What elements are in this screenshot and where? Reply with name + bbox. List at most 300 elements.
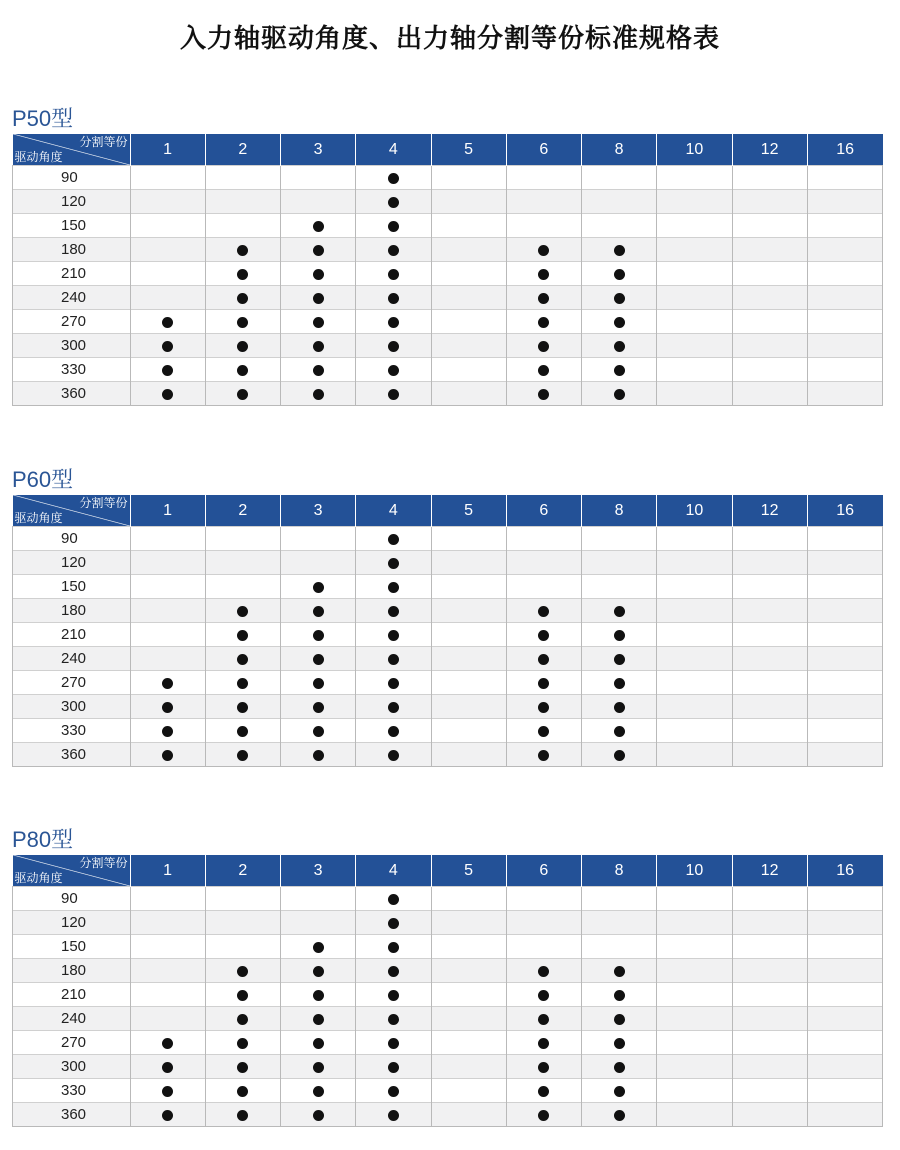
division-cell xyxy=(281,1031,356,1055)
division-cell xyxy=(732,1055,807,1079)
division-cell xyxy=(431,1031,506,1055)
available-dot-icon xyxy=(237,245,248,256)
available-dot-icon xyxy=(388,1086,399,1097)
division-cell xyxy=(130,310,205,334)
drive-angle-cell: 240 xyxy=(13,1007,131,1031)
division-cell xyxy=(657,719,732,743)
division-cell xyxy=(281,1079,356,1103)
division-cell xyxy=(582,887,657,911)
available-dot-icon xyxy=(313,365,324,376)
table-row xyxy=(13,647,883,671)
division-cell xyxy=(807,887,882,911)
drive-angle-cell: 210 xyxy=(13,983,131,1007)
available-dot-icon xyxy=(313,942,324,953)
available-dot-icon xyxy=(313,245,324,256)
division-cell xyxy=(807,286,882,310)
available-dot-icon xyxy=(614,389,625,400)
division-cell xyxy=(582,623,657,647)
division-cell xyxy=(582,599,657,623)
division-cell xyxy=(356,623,431,647)
available-dot-icon xyxy=(614,1062,625,1073)
available-dot-icon xyxy=(538,726,549,737)
available-dot-icon xyxy=(538,1086,549,1097)
division-cell xyxy=(582,911,657,935)
division-cell xyxy=(205,647,280,671)
division-cell xyxy=(657,935,732,959)
division-cell xyxy=(657,1079,732,1103)
drive-angle-cell: 150 xyxy=(13,935,131,959)
spec-table xyxy=(12,134,883,406)
division-cell xyxy=(582,935,657,959)
division-cell xyxy=(732,983,807,1007)
division-cell xyxy=(506,911,581,935)
corner-header xyxy=(13,855,131,887)
division-cell xyxy=(431,887,506,911)
division-cell xyxy=(281,935,356,959)
available-dot-icon xyxy=(388,990,399,1001)
division-cell xyxy=(130,695,205,719)
available-dot-icon xyxy=(614,293,625,304)
division-cell xyxy=(506,1079,581,1103)
division-cell xyxy=(657,1031,732,1055)
division-cell xyxy=(582,959,657,983)
division-cell xyxy=(657,551,732,575)
division-cell xyxy=(506,647,581,671)
available-dot-icon xyxy=(237,750,248,761)
division-cell xyxy=(356,1103,431,1127)
division-cell xyxy=(205,238,280,262)
available-dot-icon xyxy=(388,918,399,929)
division-cell xyxy=(807,1031,882,1055)
division-cell xyxy=(281,623,356,647)
division-cell xyxy=(582,310,657,334)
division-cell xyxy=(506,623,581,647)
division-cell xyxy=(732,166,807,190)
drive-angle-cell: 120 xyxy=(13,551,131,575)
division-cell xyxy=(582,1031,657,1055)
division-cell xyxy=(506,310,581,334)
division-cell xyxy=(807,911,882,935)
division-cell xyxy=(582,214,657,238)
available-dot-icon xyxy=(614,990,625,1001)
drive-angle-cell: 360 xyxy=(13,1103,131,1127)
division-cell xyxy=(356,719,431,743)
division-cell xyxy=(281,887,356,911)
division-cell xyxy=(356,911,431,935)
division-header: 1 xyxy=(130,855,205,887)
division-cell xyxy=(281,166,356,190)
division-cell xyxy=(807,382,882,406)
division-cell xyxy=(732,238,807,262)
division-cell xyxy=(732,1007,807,1031)
division-cell xyxy=(732,623,807,647)
page-title: 入力轴驱动角度、出力轴分割等份标准规格表 xyxy=(179,24,720,54)
table-row xyxy=(13,262,883,286)
division-cell xyxy=(205,358,280,382)
division-cell xyxy=(281,695,356,719)
division-header: 8 xyxy=(582,855,657,887)
division-cell xyxy=(205,911,280,935)
division-cell xyxy=(130,551,205,575)
division-cell xyxy=(356,551,431,575)
division-cell xyxy=(205,334,280,358)
division-cell xyxy=(582,262,657,286)
division-cell xyxy=(130,286,205,310)
division-cell xyxy=(506,1007,581,1031)
division-cell xyxy=(356,214,431,238)
division-cell xyxy=(506,262,581,286)
division-cell xyxy=(807,1079,882,1103)
division-header: 10 xyxy=(657,855,732,887)
division-cell xyxy=(431,358,506,382)
division-cell xyxy=(506,935,581,959)
division-cell xyxy=(431,719,506,743)
division-cell xyxy=(807,214,882,238)
available-dot-icon xyxy=(237,317,248,328)
division-cell xyxy=(130,166,205,190)
available-dot-icon xyxy=(388,365,399,376)
table-row xyxy=(13,1031,883,1055)
division-cell xyxy=(205,983,280,1007)
division-header: 10 xyxy=(657,495,732,527)
division-cell xyxy=(205,1031,280,1055)
available-dot-icon xyxy=(538,341,549,352)
available-dot-icon xyxy=(388,966,399,977)
drive-angle-cell: 180 xyxy=(13,238,131,262)
division-cell xyxy=(807,695,882,719)
division-cell xyxy=(582,1007,657,1031)
division-cell xyxy=(506,575,581,599)
available-dot-icon xyxy=(237,990,248,1001)
available-dot-icon xyxy=(388,1014,399,1025)
division-cell xyxy=(205,527,280,551)
drive-angle-cell: 300 xyxy=(13,1055,131,1079)
division-cell xyxy=(205,935,280,959)
table-row xyxy=(13,671,883,695)
available-dot-icon xyxy=(614,702,625,713)
available-dot-icon xyxy=(313,341,324,352)
corner-header xyxy=(13,134,131,166)
division-cell xyxy=(205,1079,280,1103)
division-cell xyxy=(130,1007,205,1031)
drive-angle-cell: 90 xyxy=(13,527,131,551)
division-header: 12 xyxy=(732,134,807,166)
division-cell xyxy=(431,647,506,671)
drive-angle-cell: 360 xyxy=(13,743,131,767)
division-cell xyxy=(130,647,205,671)
division-cell xyxy=(732,1103,807,1127)
spec-table xyxy=(12,855,883,1127)
available-dot-icon xyxy=(388,1110,399,1121)
division-cell xyxy=(807,1007,882,1031)
division-cell xyxy=(657,358,732,382)
division-header: 2 xyxy=(205,134,280,166)
division-cell xyxy=(732,310,807,334)
available-dot-icon xyxy=(313,726,324,737)
available-dot-icon xyxy=(538,990,549,1001)
division-header: 1 xyxy=(130,495,205,527)
division-cell xyxy=(582,190,657,214)
division-cell xyxy=(732,599,807,623)
division-cell xyxy=(431,983,506,1007)
division-cell xyxy=(807,1055,882,1079)
division-cell xyxy=(205,623,280,647)
available-dot-icon xyxy=(237,293,248,304)
division-cell xyxy=(281,262,356,286)
division-cell xyxy=(657,1055,732,1079)
table-row xyxy=(13,527,883,551)
division-cell xyxy=(506,382,581,406)
division-cell xyxy=(582,671,657,695)
available-dot-icon xyxy=(313,1038,324,1049)
division-cell xyxy=(356,647,431,671)
division-cell xyxy=(431,527,506,551)
table-row xyxy=(13,695,883,719)
available-dot-icon xyxy=(614,1086,625,1097)
drive-angle-cell: 120 xyxy=(13,190,131,214)
division-header: 5 xyxy=(431,134,506,166)
table-header-row xyxy=(13,855,883,887)
division-cell xyxy=(657,527,732,551)
division-cell xyxy=(506,358,581,382)
division-cell xyxy=(431,623,506,647)
division-cell xyxy=(582,551,657,575)
division-cell xyxy=(807,935,882,959)
division-cell xyxy=(130,719,205,743)
available-dot-icon xyxy=(614,726,625,737)
available-dot-icon xyxy=(388,582,399,593)
division-cell xyxy=(807,671,882,695)
available-dot-icon xyxy=(237,269,248,280)
division-cell xyxy=(506,527,581,551)
table-row xyxy=(13,214,883,238)
division-cell xyxy=(657,166,732,190)
division-cell xyxy=(130,382,205,406)
table-row xyxy=(13,743,883,767)
division-cell xyxy=(130,358,205,382)
division-cell xyxy=(431,959,506,983)
division-cell xyxy=(657,190,732,214)
division-cell xyxy=(732,695,807,719)
available-dot-icon xyxy=(388,1062,399,1073)
available-dot-icon xyxy=(388,173,399,184)
available-dot-icon xyxy=(538,317,549,328)
available-dot-icon xyxy=(614,341,625,352)
division-header: 6 xyxy=(506,495,581,527)
division-cell xyxy=(431,382,506,406)
division-cell xyxy=(807,959,882,983)
available-dot-icon xyxy=(162,1086,173,1097)
available-dot-icon xyxy=(614,678,625,689)
available-dot-icon xyxy=(538,1110,549,1121)
division-cell xyxy=(205,695,280,719)
division-cell xyxy=(130,527,205,551)
division-cell xyxy=(807,551,882,575)
division-cell xyxy=(732,647,807,671)
division-cell xyxy=(657,575,732,599)
division-cell xyxy=(582,1103,657,1127)
drive-angle-cell: 330 xyxy=(13,1079,131,1103)
division-cell xyxy=(657,911,732,935)
available-dot-icon xyxy=(162,317,173,328)
division-cell xyxy=(506,959,581,983)
available-dot-icon xyxy=(237,389,248,400)
division-cell xyxy=(431,695,506,719)
division-cell xyxy=(281,575,356,599)
available-dot-icon xyxy=(538,245,549,256)
division-cell xyxy=(807,310,882,334)
division-cell xyxy=(130,1031,205,1055)
division-cell xyxy=(205,887,280,911)
division-cell xyxy=(356,671,431,695)
division-cell xyxy=(431,575,506,599)
division-cell xyxy=(205,1007,280,1031)
division-cell xyxy=(356,527,431,551)
table-row xyxy=(13,1007,883,1031)
division-cell xyxy=(281,382,356,406)
available-dot-icon xyxy=(237,702,248,713)
division-cell xyxy=(506,166,581,190)
division-cell xyxy=(356,1007,431,1031)
available-dot-icon xyxy=(614,606,625,617)
available-dot-icon xyxy=(388,534,399,545)
division-cell xyxy=(506,887,581,911)
division-cell xyxy=(657,983,732,1007)
division-cell xyxy=(205,262,280,286)
section-title: P50型 xyxy=(12,106,74,131)
available-dot-icon xyxy=(614,269,625,280)
division-cell xyxy=(807,358,882,382)
division-cell xyxy=(431,551,506,575)
division-header: 4 xyxy=(356,495,431,527)
drive-angle-cell: 300 xyxy=(13,695,131,719)
division-cell xyxy=(431,310,506,334)
table-row xyxy=(13,551,883,575)
division-cell xyxy=(205,214,280,238)
division-cell xyxy=(732,959,807,983)
spec-table xyxy=(12,495,883,767)
division-cell xyxy=(657,887,732,911)
division-header: 4 xyxy=(356,134,431,166)
division-cell xyxy=(205,286,280,310)
division-cell xyxy=(431,190,506,214)
division-cell xyxy=(431,238,506,262)
division-cell xyxy=(582,527,657,551)
division-cell xyxy=(506,286,581,310)
division-cell xyxy=(356,286,431,310)
table-row xyxy=(13,959,883,983)
division-cell xyxy=(356,166,431,190)
division-cell xyxy=(130,935,205,959)
drive-angle-cell: 150 xyxy=(13,214,131,238)
division-cell xyxy=(205,599,280,623)
division-cell xyxy=(807,647,882,671)
spec-section-p60 xyxy=(12,465,883,767)
division-cell xyxy=(582,983,657,1007)
available-dot-icon xyxy=(614,245,625,256)
division-header: 6 xyxy=(506,134,581,166)
division-cell xyxy=(281,238,356,262)
division-cell xyxy=(431,743,506,767)
division-cell xyxy=(506,1055,581,1079)
division-cell xyxy=(281,647,356,671)
division-cell xyxy=(732,551,807,575)
division-cell xyxy=(130,983,205,1007)
division-cell xyxy=(657,286,732,310)
division-cell xyxy=(356,983,431,1007)
division-cell xyxy=(281,286,356,310)
corner-divisions-label: 分割等份 xyxy=(79,496,128,510)
available-dot-icon xyxy=(614,365,625,376)
drive-angle-cell: 270 xyxy=(13,1031,131,1055)
division-cell xyxy=(732,911,807,935)
table-row xyxy=(13,334,883,358)
table-row xyxy=(13,623,883,647)
division-cell xyxy=(582,358,657,382)
available-dot-icon xyxy=(237,726,248,737)
available-dot-icon xyxy=(388,678,399,689)
division-cell xyxy=(582,575,657,599)
drive-angle-cell: 210 xyxy=(13,262,131,286)
division-cell xyxy=(657,1007,732,1031)
division-cell xyxy=(582,382,657,406)
table-row xyxy=(13,166,883,190)
division-cell xyxy=(807,190,882,214)
division-cell xyxy=(130,599,205,623)
division-header: 2 xyxy=(205,855,280,887)
division-cell xyxy=(356,190,431,214)
available-dot-icon xyxy=(237,341,248,352)
available-dot-icon xyxy=(313,678,324,689)
available-dot-icon xyxy=(388,317,399,328)
division-cell xyxy=(281,983,356,1007)
division-header: 16 xyxy=(807,855,882,887)
division-cell xyxy=(506,671,581,695)
division-cell xyxy=(732,214,807,238)
available-dot-icon xyxy=(388,389,399,400)
division-header: 5 xyxy=(431,495,506,527)
division-cell xyxy=(356,238,431,262)
available-dot-icon xyxy=(538,1062,549,1073)
division-cell xyxy=(205,1055,280,1079)
division-cell xyxy=(807,238,882,262)
division-cell xyxy=(657,334,732,358)
available-dot-icon xyxy=(614,630,625,641)
drive-angle-cell: 330 xyxy=(13,719,131,743)
division-cell xyxy=(657,743,732,767)
division-cell xyxy=(281,599,356,623)
division-cell xyxy=(732,334,807,358)
table-row xyxy=(13,382,883,406)
available-dot-icon xyxy=(538,630,549,641)
division-cell xyxy=(657,310,732,334)
available-dot-icon xyxy=(313,654,324,665)
table-row xyxy=(13,599,883,623)
division-cell xyxy=(281,959,356,983)
available-dot-icon xyxy=(313,990,324,1001)
table-row xyxy=(13,190,883,214)
section-title: P80型 xyxy=(12,827,74,852)
available-dot-icon xyxy=(162,702,173,713)
available-dot-icon xyxy=(237,365,248,376)
available-dot-icon xyxy=(313,1014,324,1025)
available-dot-icon xyxy=(388,221,399,232)
division-cell xyxy=(506,334,581,358)
division-cell xyxy=(732,575,807,599)
division-cell xyxy=(657,623,732,647)
available-dot-icon xyxy=(614,654,625,665)
available-dot-icon xyxy=(538,678,549,689)
